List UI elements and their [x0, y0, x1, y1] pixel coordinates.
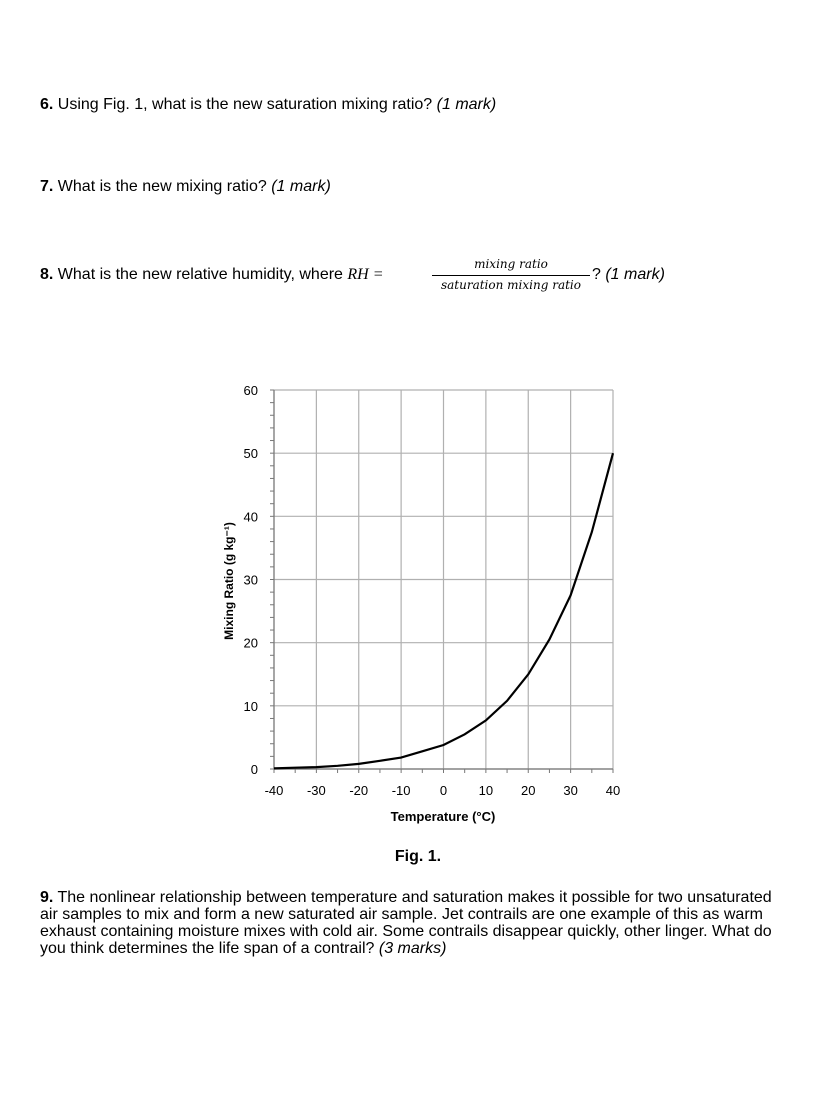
question-text: The nonlinear relationship between temperature and saturation makes it possible for two unsaturated air samples to mix and form a new saturated air sample. Jet contrails are one example of this as warm exhaust containing moisture mixes with cold air. Some contrails disappear quickly, other linger. What do you think determines the life span of a contrail? — [40, 889, 772, 957]
y-tick-label: 60 — [243, 383, 258, 398]
question-number: 6. — [40, 96, 54, 113]
x-tick-label: -10 — [391, 783, 411, 798]
question-marks: (1 mark) — [436, 96, 497, 113]
x-tick-label: -20 — [349, 783, 369, 798]
chart-grid — [274, 390, 613, 769]
x-tick-label: 30 — [563, 783, 578, 798]
figure-caption: Fig. 1. — [394, 848, 442, 865]
x-tick-label: 0 — [439, 783, 448, 798]
question-number: 9. — [40, 889, 54, 906]
question-text: Using Fig. 1, what is the new saturation mixing ratio? — [53, 96, 437, 113]
rh-label: RH = — [347, 266, 384, 283]
x-tick-label: 10 — [478, 783, 494, 798]
fraction-numerator: mixing ratio — [474, 257, 548, 271]
x-tick-label: 40 — [605, 783, 621, 798]
fraction-denominator: saturation mixing ratio — [440, 278, 581, 292]
x-tick-label: -30 — [306, 783, 326, 798]
y-tick-label: 10 — [243, 698, 258, 714]
y-axis-label: Mixing Ratio (g kg⁻¹) — [222, 522, 236, 640]
question-marks: (1 mark) — [271, 178, 331, 195]
question-marks: (1 mark) — [605, 266, 665, 283]
y-tick-label: 0 — [250, 762, 258, 777]
question-9 — [40, 889, 780, 957]
question-number: 8. — [40, 266, 54, 283]
y-tick-label: 20 — [243, 635, 258, 651]
y-tick-label: 30 — [243, 572, 258, 588]
question-text: What is the new relative humidity, where — [53, 266, 348, 283]
y-tick-label: 40 — [243, 509, 258, 525]
x-axis-label: Temperature (°C) — [390, 809, 496, 824]
x-tick-label: -40 — [264, 783, 284, 798]
y-tick-label: 50 — [243, 446, 258, 462]
x-tick-label: 20 — [521, 783, 536, 798]
question-text: What is the new mixing ratio? — [53, 178, 272, 195]
question-number: 7. — [40, 178, 54, 195]
chart-ticks — [244, 383, 621, 798]
question-text: ? — [592, 266, 606, 283]
question-marks: (3 marks) — [378, 940, 447, 957]
